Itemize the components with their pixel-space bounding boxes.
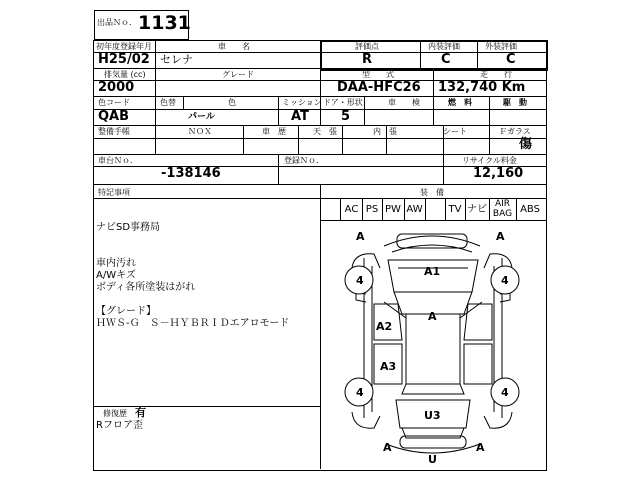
mileage-value: 132,740 Km	[438, 80, 526, 95]
damage-front-left: A	[356, 230, 365, 243]
equipment-navi: ナビ	[467, 204, 487, 215]
history-label: 車 歴	[262, 127, 286, 136]
damage-rear-gate: U3	[424, 409, 441, 422]
damage-left-front-door: A2	[376, 320, 393, 333]
displacement-value: 2000	[98, 80, 135, 95]
lot-label: 出品Ｎｏ．	[97, 18, 137, 27]
repair-value: 有	[135, 406, 146, 419]
damage-roof: A	[428, 310, 437, 323]
notes-line: ボディ各所塗装はがれ	[96, 282, 196, 293]
equipment-pw: PW	[385, 204, 401, 215]
damage-rear-right: A	[476, 441, 485, 454]
grade-label: グレード	[222, 70, 254, 79]
type-label: 型 式	[362, 70, 394, 79]
manual-label: 整備手帳	[98, 127, 130, 136]
notes-line: 車内汚れ	[96, 258, 136, 269]
mileage-label: 走 行	[480, 70, 512, 79]
equipment-label: 装 備	[420, 188, 444, 197]
drive-label: 駆 動	[503, 98, 527, 107]
door-value: 5	[341, 109, 351, 124]
lot-number: 1131	[138, 12, 191, 34]
equipment-aw: AW	[406, 204, 423, 215]
inspection-label: 車 検	[388, 98, 420, 107]
model-label: 車 名	[218, 42, 250, 51]
year-label: 初年度登録年月	[96, 42, 152, 51]
displacement-label: 排気量 (cc)	[104, 70, 146, 79]
car-diagram	[322, 222, 544, 468]
damage-front-right-wheel: 4	[501, 274, 509, 287]
notes-line: 【グレード】	[96, 306, 156, 317]
mission-value: AT	[291, 109, 309, 124]
notes-label: 特記事項	[98, 188, 130, 197]
model-value: セレナ	[160, 53, 193, 66]
recycle-value: 12,160	[473, 166, 524, 181]
interior-score-value: C	[441, 52, 451, 67]
chassis-value: -138146	[161, 166, 221, 181]
notes-line: A/Wキズ	[96, 270, 136, 281]
notes-line: ＨＷＳ-Ｇ Ｓ－ＨＹＢＲＩＤエアロモード	[96, 318, 290, 329]
equipment-airbag: AIR BAG	[492, 199, 513, 219]
damage-rear-bumper: U	[428, 453, 437, 466]
repair-note: Rフロア歪	[96, 420, 143, 431]
notes-line: ナビSD事務局	[96, 222, 161, 233]
damage-left-rear-door: A3	[380, 360, 397, 373]
equipment-ps: PS	[365, 204, 379, 215]
damage-hood: A1	[424, 265, 441, 278]
exterior-score-value: C	[506, 52, 516, 67]
color-value: パール	[188, 112, 215, 122]
color-no-label: 色コード	[98, 98, 130, 107]
front-glass-value: 傷	[519, 137, 533, 152]
damage-rear-left: A	[383, 441, 392, 454]
chassis-label: 車台Ｎｏ．	[98, 156, 138, 165]
score-label: 評価点	[355, 42, 379, 51]
equipment-tv: TV	[448, 204, 462, 215]
front-glass-label: Ｆガラス	[499, 127, 531, 136]
seat-label: シート	[443, 127, 467, 136]
fuel-label: 燃 料	[448, 98, 472, 107]
equipment-ac: AC	[344, 204, 359, 215]
damage-rear-right-wheel: 4	[501, 386, 509, 399]
mission-label: ミッション	[282, 98, 322, 107]
interior-score-label: 内装評価	[428, 42, 460, 51]
nox-label: ＮＯＸ	[188, 127, 212, 136]
damage-front-left-wheel: 4	[356, 274, 364, 287]
door-label: ドア・形状	[323, 98, 363, 107]
color-no-value: QAB	[98, 109, 130, 124]
equipment-abs: ABS	[520, 204, 540, 215]
damage-rear-left-wheel: 4	[356, 386, 364, 399]
recycle-label: リサイクル料金	[462, 156, 517, 165]
registration-label: 登録Ｎｏ．	[284, 156, 324, 165]
inner-lining-label: 内 張	[373, 127, 397, 136]
year-value: H25/02	[98, 52, 150, 67]
score-value: R	[362, 52, 373, 67]
repair-label: 修復歴	[103, 409, 127, 418]
type-value: DAA-HFC26	[337, 80, 421, 95]
damage-front-right: A	[496, 230, 505, 243]
exterior-score-label: 外装評価	[485, 42, 517, 51]
color-label: 色	[228, 98, 236, 107]
roof-lining-label: 天 張	[313, 127, 337, 136]
color-change-label: 色替	[160, 98, 176, 107]
